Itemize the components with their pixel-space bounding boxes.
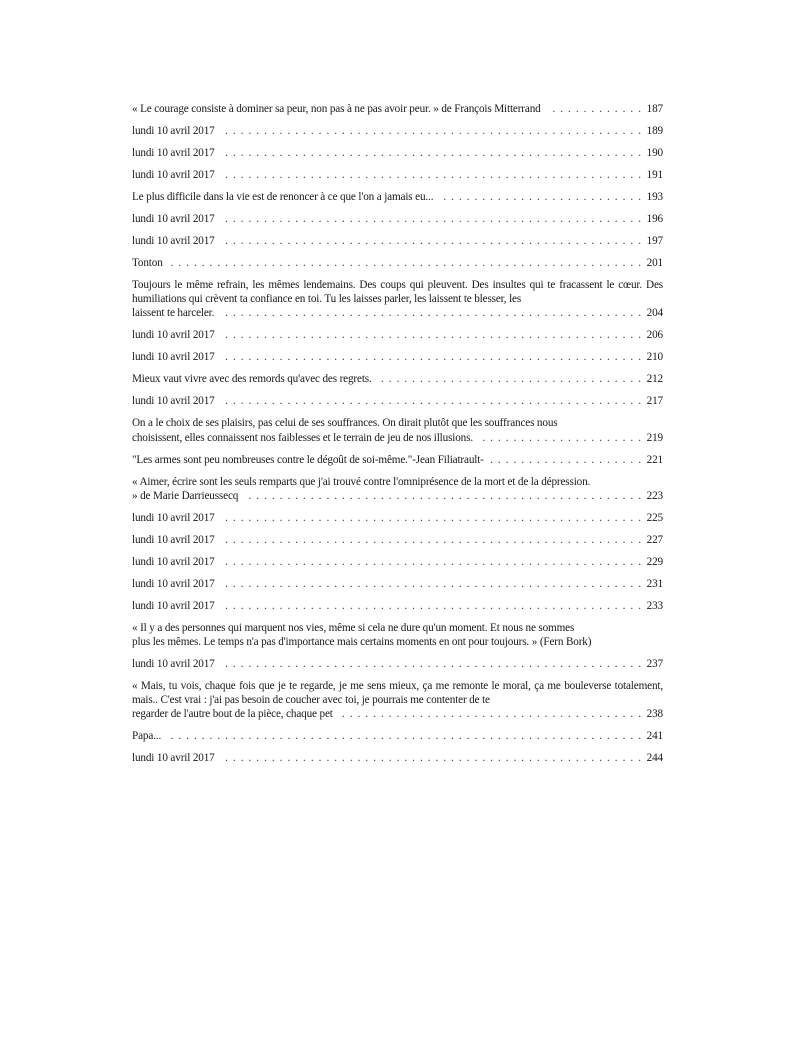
toc-dot-leader: [490, 453, 641, 467]
toc-entry-line: [132, 431, 663, 445]
toc-page-number: 197: [646, 235, 663, 247]
toc-dot-leader: [221, 212, 641, 226]
toc-entry-line: [132, 306, 663, 320]
toc-entry-line: [132, 394, 663, 408]
toc-entry-line: [132, 729, 663, 743]
toc-entry-line: [132, 599, 663, 613]
toc-entry-line: [132, 212, 663, 226]
toc-entry-line: [132, 328, 663, 342]
toc-entry-title: Papa...: [132, 730, 162, 743]
toc-entry-title: lundi 10 avril 2017: [132, 235, 215, 247]
toc-entry-title: plus les mêmes. Le temps n'a pas d'importance mais certains moments en ont pour toujours. » (Fern Bork): [132, 636, 592, 649]
toc-entry-title: lundi 10 avril 2017: [132, 752, 215, 765]
toc-entry-title: lundi 10 avril 2017: [132, 395, 215, 408]
toc-page-number: 219: [646, 431, 663, 444]
toc-entry-title: choisissent, elles connaissent nos faiblesses et le terrain de jeu de nos illusions.: [132, 431, 473, 444]
toc-entry-line: [132, 635, 663, 649]
toc-entry[interactable]: [132, 511, 663, 525]
toc-entry-title: lundi 10 avril 2017: [132, 147, 215, 159]
toc-entry[interactable]: [132, 416, 663, 444]
toc-entry[interactable]: [132, 657, 663, 671]
toc-entry[interactable]: [132, 190, 663, 204]
toc-entry[interactable]: [132, 475, 663, 503]
toc-page-number: 223: [646, 489, 663, 502]
toc-entry-lead-text: « Aimer, écrire sont les seuls remparts que j'ai trouvé contre l'omniprésence de la mort et de la dépression.: [132, 475, 591, 488]
toc-entry[interactable]: [132, 256, 663, 270]
toc-entry-line: [132, 146, 663, 160]
toc-entry-line: [132, 453, 663, 467]
toc-dot-leader: [221, 350, 641, 364]
toc-dot-leader: [167, 729, 641, 743]
toc-entry[interactable]: [132, 234, 663, 248]
toc-entry-lead-text: « Il y a des personnes qui marquent nos vies, même si cela ne dure qu'un moment. Et nous ne sommes: [132, 621, 575, 634]
toc-entry[interactable]: [132, 453, 663, 467]
toc-dot-leader: [221, 124, 641, 138]
toc-entry-line: [132, 234, 663, 248]
toc-page-number: 217: [646, 395, 663, 408]
toc-entry[interactable]: [132, 278, 663, 321]
toc-entry[interactable]: [132, 599, 663, 613]
toc-dot-leader: [221, 577, 641, 591]
toc-page-number: 238: [646, 708, 663, 721]
toc-dot-leader: [221, 511, 641, 525]
toc-entry[interactable]: [132, 102, 663, 116]
toc-entry[interactable]: [132, 350, 663, 364]
table-of-contents: [132, 102, 663, 773]
toc-dot-leader: [221, 168, 641, 182]
toc-entry[interactable]: [132, 146, 663, 160]
toc-entry-line: [132, 707, 663, 721]
toc-entry-title: Le plus difficile dans la vie est de renoncer à ce que l'on a jamais eu...: [132, 191, 434, 203]
toc-entry-title: lundi 10 avril 2017: [132, 351, 215, 364]
toc-dot-leader: [221, 555, 641, 569]
toc-page-number: 201: [646, 257, 663, 269]
toc-page-number: 193: [646, 191, 663, 203]
toc-page-number: 196: [646, 213, 663, 225]
toc-entry-title: lundi 10 avril 2017: [132, 577, 215, 590]
toc-entry[interactable]: [132, 168, 663, 182]
toc-entry-line: [132, 489, 663, 503]
toc-entry-title: » de Marie Darrieussecq: [132, 489, 239, 502]
toc-entry-lead-text: Toujours le même refrain, les mêmes lendemains. Des coups qui pleuvent. Des insultes qui te fracassent le cœur. Des humiliations qui crèvent ta confiance en toi. Tu les laisses parler, les laissent te blesser, les: [132, 279, 663, 306]
toc-entry-title: lundi 10 avril 2017: [132, 213, 215, 225]
toc-entry-title: lundi 10 avril 2017: [132, 658, 215, 671]
toc-entry[interactable]: [132, 555, 663, 569]
toc-page-number: 221: [646, 453, 663, 466]
toc-entry-lead-text: On a le choix de ses plaisirs, pas celui de ses souffrances. On dirait plutôt que les souffrances nous: [132, 417, 558, 430]
toc-dot-leader: [221, 751, 641, 765]
toc-entry-title: laissent te harceler.: [132, 307, 215, 320]
toc-page-number: 189: [646, 125, 663, 137]
toc-dot-leader: [221, 657, 641, 671]
toc-dot-leader: [221, 146, 641, 160]
toc-entry-title: "Les armes sont peu nombreuses contre le dégoût de soi-même."-Jean Filiatrault-: [132, 453, 484, 466]
toc-page-number: 210: [646, 351, 663, 364]
toc-dot-leader: [244, 489, 641, 503]
toc-entry-line: [132, 657, 663, 671]
toc-page-number: 187: [646, 103, 663, 115]
toc-page-number: 212: [646, 373, 663, 386]
toc-entry-line: [132, 124, 663, 138]
toc-dot-leader: [220, 306, 641, 320]
toc-entry-title: lundi 10 avril 2017: [132, 533, 215, 546]
toc-entry-title: lundi 10 avril 2017: [132, 511, 215, 524]
toc-entry-line: [132, 256, 663, 270]
toc-entry[interactable]: [132, 751, 663, 765]
toc-entry-line: [132, 190, 663, 204]
toc-dot-leader: [547, 102, 641, 116]
toc-entry-title: lundi 10 avril 2017: [132, 599, 215, 612]
toc-dot-leader: [221, 234, 641, 248]
toc-dot-leader: [169, 256, 641, 270]
toc-entry-line: [132, 372, 663, 386]
toc-entry-line: [132, 350, 663, 364]
toc-entry[interactable]: [132, 729, 663, 743]
toc-entry[interactable]: [132, 577, 663, 591]
toc-dot-leader: [221, 533, 641, 547]
toc-entry[interactable]: [132, 394, 663, 408]
toc-page-number: 231: [646, 577, 663, 590]
toc-entry-title: regarder de l'autre bout de la pièce, chaque pet: [132, 708, 333, 721]
toc-dot-leader: [439, 190, 641, 204]
toc-entry-line: [132, 533, 663, 547]
toc-entry-line: [132, 511, 663, 525]
toc-page-number: 204: [646, 307, 663, 320]
toc-page-number: 237: [646, 658, 663, 671]
toc-entry-title: Mieux vaut vivre avec des remords qu'avec des regrets.: [132, 373, 372, 386]
toc-page-number: 225: [646, 511, 663, 524]
toc-entry[interactable]: [132, 212, 663, 226]
toc-entry[interactable]: [132, 679, 663, 722]
toc-page-number: 190: [646, 147, 663, 159]
toc-page-number: 227: [646, 533, 663, 546]
toc-entry[interactable]: [132, 621, 663, 649]
toc-page-number: 233: [646, 599, 663, 612]
toc-entry[interactable]: [132, 328, 663, 342]
toc-entry-title: Tonton: [132, 257, 163, 269]
toc-entry-title: lundi 10 avril 2017: [132, 555, 215, 568]
toc-page-number: 241: [646, 730, 663, 743]
toc-page-number: 229: [646, 555, 663, 568]
toc-dot-leader: [221, 394, 641, 408]
toc-entry-line: [132, 102, 663, 116]
toc-entry-title: lundi 10 avril 2017: [132, 125, 215, 137]
toc-entry[interactable]: [132, 372, 663, 386]
toc-entry-title: « Le courage consiste à dominer sa peur, non pas à ne pas avoir peur. » de François Mitterrand: [132, 103, 541, 115]
toc-entry-line: [132, 168, 663, 182]
toc-page-number: 191: [646, 169, 663, 181]
toc-entry-lead-text: « Mais, tu vois, chaque fois que je te regarde, je me sens mieux, ça me remonte le moral, ça me bouleverse totalement, mais.. C'est vrai : j'ai pas besoin de coucher avec toi, je pourrais me contenter de te: [132, 680, 663, 707]
toc-dot-leader: [479, 431, 641, 445]
toc-entry-line: [132, 751, 663, 765]
toc-page-number: 206: [646, 329, 663, 342]
toc-entry[interactable]: [132, 124, 663, 138]
toc-dot-leader: [221, 328, 641, 342]
toc-entry-line: [132, 555, 663, 569]
toc-page-number: 244: [646, 752, 663, 765]
toc-entry[interactable]: [132, 533, 663, 547]
toc-entry-title: lundi 10 avril 2017: [132, 169, 215, 181]
toc-dot-leader: [339, 707, 641, 721]
toc-entry-line: [132, 577, 663, 591]
toc-dot-leader: [221, 599, 641, 613]
toc-entry-title: lundi 10 avril 2017: [132, 329, 215, 342]
toc-dot-leader: [378, 372, 641, 386]
